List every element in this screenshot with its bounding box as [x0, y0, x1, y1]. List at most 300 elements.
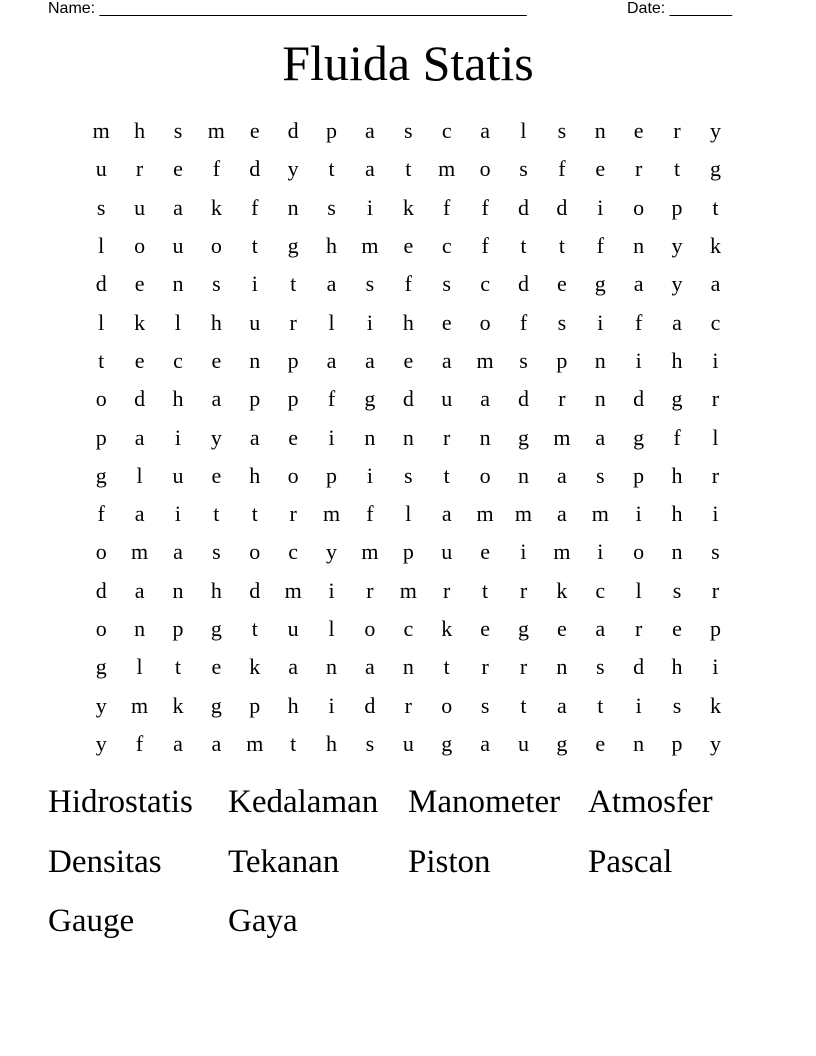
grid-letter: f [212, 156, 221, 182]
grid-letter: c [173, 347, 183, 373]
grid-letter: i [366, 462, 373, 488]
grid-letter: f [366, 501, 374, 527]
grid-letter: d [95, 577, 107, 603]
grid-letter: n [633, 233, 645, 259]
grid-letter: i [712, 654, 719, 680]
page-title: Fluida Statis [282, 35, 534, 91]
grid-letter: l [635, 577, 642, 603]
grid-letter: c [710, 309, 721, 335]
grid-letter: t [405, 156, 412, 182]
grid-letter: h [671, 654, 683, 680]
grid-letter: y [709, 118, 721, 144]
grid-letter: g [633, 424, 645, 450]
grid-letter: p [249, 386, 261, 412]
grid-letter: a [365, 118, 375, 144]
grid-letter: l [520, 118, 527, 144]
word-list-item: Piston [408, 843, 491, 880]
grid-letter: a [173, 539, 183, 565]
grid-letter: r [481, 654, 489, 680]
grid-letter: h [671, 462, 683, 488]
header-fields [48, 0, 748, 19]
grid-letter: i [328, 424, 335, 450]
grid-letter: f [251, 194, 259, 220]
grid-letter: l [405, 501, 412, 527]
grid-letter: s [711, 539, 720, 565]
grid-letter: l [174, 309, 182, 335]
grid-letter: s [212, 539, 221, 565]
grid-letter: c [441, 233, 452, 259]
grid-letter: s [557, 309, 567, 335]
grid-letter: m [399, 577, 417, 603]
grid-letter: a [134, 577, 145, 603]
grid-letter: e [249, 118, 260, 144]
grid-letter: m [207, 118, 225, 144]
grid-letter: d [249, 577, 261, 603]
grid-letter: f [97, 501, 105, 527]
grid-letter: a [557, 462, 567, 488]
grid-letter: g [95, 462, 107, 488]
grid-letter: a [211, 730, 222, 756]
grid-letter: o [95, 616, 107, 641]
grid-letter: p [287, 347, 299, 373]
grid-letter: o [95, 386, 107, 412]
grid-letter: t [251, 616, 258, 641]
grid-letter: e [672, 616, 682, 641]
grid-letter: u [441, 539, 453, 565]
grid-letter: h [326, 233, 338, 259]
grid-letter: n [287, 194, 299, 220]
grid-letter: t [443, 654, 450, 680]
word-list-item: Hidrostatis [48, 784, 193, 820]
grid-letter: a [480, 118, 490, 144]
grid-letter: r [711, 386, 720, 412]
grid-letter: e [134, 271, 145, 297]
grid-letter: y [671, 271, 683, 297]
grid-letter: g [671, 386, 683, 412]
grid-letter: o [287, 462, 299, 488]
grid-letter: a [595, 424, 606, 450]
grid-letter: r [519, 577, 528, 603]
grid-letter: g [517, 424, 529, 450]
grid-letter: p [172, 616, 184, 641]
grid-letter: r [635, 616, 643, 641]
grid-letter: p [709, 616, 721, 641]
grid-letter: o [210, 233, 222, 259]
grid-letter: m [131, 692, 149, 718]
grid-letter: e [480, 616, 490, 641]
grid-letter: a [557, 692, 567, 718]
grid-letter: r [558, 386, 566, 412]
grid-letter: i [520, 539, 527, 565]
grid-letter: s [404, 462, 413, 488]
grid-letter: u [172, 462, 184, 488]
grid-letter: l [136, 462, 143, 488]
grid-letter: o [633, 194, 645, 220]
grid-letter: s [96, 194, 106, 220]
grid-letter: e [403, 233, 414, 259]
grid-letter: a [441, 501, 452, 527]
grid-letter: m [246, 730, 264, 756]
grid-letter: r [711, 462, 720, 488]
grid-letter: i [366, 309, 373, 335]
grid-letter: p [249, 692, 261, 718]
grid-letter: m [438, 156, 456, 182]
grid-letter: e [441, 309, 452, 335]
name-field-label: Name: ________________________________________________ [48, 0, 527, 17]
grid-letter: u [172, 233, 184, 259]
grid-letter: n [594, 347, 606, 373]
word-list-item: Kedalaman [228, 784, 379, 820]
grid-letter: i [635, 501, 642, 527]
grid-letter: t [290, 730, 297, 756]
grid-letter: g [709, 156, 721, 182]
grid-letter: o [479, 156, 491, 182]
grid-letter: g [210, 692, 222, 718]
grid-letter: y [95, 692, 107, 718]
grid-letter: s [595, 654, 605, 680]
grid-letter: m [553, 424, 571, 450]
grid-letter: a [365, 654, 375, 680]
grid-letter: m [476, 347, 494, 373]
grid-letter: n [594, 386, 606, 412]
grid-letter: p [326, 462, 338, 488]
grid-letter: c [288, 539, 299, 565]
grid-letter: i [597, 539, 604, 565]
grid-letter: f [673, 424, 681, 450]
grid-letter: a [288, 654, 299, 680]
grid-letter: a [211, 386, 222, 412]
grid-letter: p [556, 347, 568, 373]
grid-letter: p [671, 194, 683, 220]
grid-letter: e [557, 616, 567, 641]
grid-letter: h [249, 462, 261, 488]
grid-letter: d [517, 271, 529, 297]
grid-letter: m [92, 118, 110, 144]
grid-letter: k [441, 616, 453, 641]
grid-letter: r [519, 654, 528, 680]
grid-letter: i [712, 501, 719, 527]
grid-letter: o [479, 462, 491, 488]
grid-letter: n [134, 616, 146, 641]
grid-letter: d [287, 118, 299, 144]
grid-letter: l [328, 616, 335, 641]
grid-letter: e [595, 730, 606, 756]
grid-letter: d [95, 271, 107, 297]
grid-letter: s [173, 118, 183, 144]
grid-letter: t [443, 462, 450, 488]
grid-letter: s [365, 271, 375, 297]
grid-letter: h [671, 501, 683, 527]
grid-letter: o [364, 616, 376, 641]
grid-letter: u [249, 309, 261, 335]
word-list-item: Gaya [228, 903, 298, 939]
grid-letter: r [635, 156, 643, 182]
grid-letter: i [174, 501, 182, 527]
grid-letter: u [287, 616, 299, 641]
grid-letter: l [98, 309, 105, 335]
grid-letter: y [671, 233, 683, 259]
grid-letter: t [174, 654, 182, 680]
grid-letter: r [443, 577, 451, 603]
grid-letter: a [480, 386, 490, 412]
grid-letter: t [520, 233, 527, 259]
grid-letter: y [210, 424, 222, 450]
grid-letter: t [597, 692, 604, 718]
grid-letter: n [402, 424, 414, 450]
grid-letter: g [287, 233, 299, 259]
grid-letter: k [249, 654, 261, 680]
grid-letter: s [519, 347, 528, 373]
grid-letter: i [712, 347, 719, 373]
grid-letter: c [441, 118, 452, 144]
grid-letter: o [441, 692, 453, 718]
word-list-item: Gauge [48, 903, 135, 939]
grid-letter: l [328, 309, 335, 335]
grid-letter: s [365, 730, 375, 756]
grid-letter: t [251, 233, 258, 259]
grid-letter: y [709, 730, 721, 756]
grid-letter: f [443, 194, 451, 220]
grid-letter: h [134, 118, 146, 144]
grid-letter: a [672, 309, 682, 335]
grid-letter: n [671, 539, 683, 565]
grid-letter: u [517, 730, 529, 756]
grid-letter: t [482, 577, 489, 603]
grid-letter: y [95, 730, 107, 756]
grid-letter: a [134, 501, 145, 527]
word-list-item: Manometer [408, 784, 561, 820]
grid-letter: n [556, 654, 568, 680]
grid-letter: r [404, 692, 412, 718]
grid-letter: i [366, 194, 373, 220]
grid-letter: r [673, 118, 681, 144]
grid-letter: l [136, 654, 143, 680]
grid-letter: m [591, 501, 609, 527]
grid-letter: a [365, 156, 375, 182]
grid-letter: r [711, 577, 720, 603]
grid-letter: e [595, 156, 606, 182]
grid-letter: h [210, 577, 222, 603]
grid-letter: m [514, 501, 533, 527]
grid-letter: m [284, 577, 302, 603]
grid-letter: g [556, 730, 568, 756]
grid-letter: u [441, 386, 453, 412]
grid-letter: m [131, 539, 149, 565]
grid-letter: d [249, 156, 261, 182]
grid-letter: i [597, 309, 604, 335]
grid-letter: a [557, 501, 567, 527]
grid-letter: d [517, 386, 529, 412]
grid-letter: f [481, 194, 489, 220]
grid-letter: a [326, 347, 337, 373]
grid-letter: t [290, 271, 297, 297]
grid-letter: d [633, 654, 645, 680]
grid-letter: h [287, 692, 299, 718]
grid-letter: i [328, 692, 335, 718]
grid-letter: n [172, 577, 184, 603]
grid-letter: e [134, 347, 145, 373]
grid-letter: n [633, 730, 645, 756]
grid-letter: m [361, 233, 379, 259]
grid-letter: o [95, 539, 107, 565]
grid-letter: t [328, 156, 335, 182]
grid-letter: n [326, 654, 338, 680]
grid-letter: h [326, 730, 338, 756]
grid-letter: f [135, 730, 144, 756]
grid-letter: s [442, 271, 451, 297]
grid-letter: i [174, 424, 182, 450]
grid-letter: p [326, 118, 338, 144]
grid-letter: t [712, 194, 719, 220]
grid-letter: h [172, 386, 184, 412]
grid-letter: n [594, 118, 606, 144]
grid-letter: k [709, 692, 721, 718]
grid-letter: a [173, 730, 183, 756]
grid-letter: t [520, 692, 527, 718]
grid-letter: o [633, 539, 645, 565]
grid-letter: r [366, 577, 374, 603]
grid-letter: k [210, 194, 222, 220]
grid-letter: o [249, 539, 261, 565]
grid-letter: g [441, 730, 453, 756]
grid-letter: n [517, 462, 529, 488]
grid-letter: f [558, 156, 566, 182]
grid-letter: r [135, 156, 144, 182]
grid-letter: n [249, 347, 261, 373]
grid-letter: s [327, 194, 336, 220]
grid-letter: u [95, 156, 107, 182]
grid-letter: i [635, 692, 642, 718]
grid-letter: f [519, 309, 528, 335]
grid-letter: f [635, 309, 643, 335]
grid-letter: g [95, 654, 107, 680]
grid-letter: r [443, 424, 451, 450]
grid-letter: k [172, 692, 184, 718]
grid-letter: i [597, 194, 604, 220]
grid-letter: t [213, 501, 220, 527]
grid-letter: y [326, 539, 338, 565]
word-search-grid [82, 112, 735, 763]
grid-letter: l [712, 424, 719, 450]
grid-letter: g [517, 616, 529, 641]
grid-letter: t [251, 501, 258, 527]
grid-letter: d [517, 194, 529, 220]
grid-letter: i [328, 577, 335, 603]
grid-letter: a [633, 271, 644, 297]
grid-letter: i [635, 347, 642, 373]
grid-letter: y [287, 156, 299, 182]
grid-letter: d [633, 386, 645, 412]
grid-letter: e [211, 347, 222, 373]
grid-letter: d [402, 386, 414, 412]
grid-letter: f [596, 233, 604, 259]
grid-letter: p [95, 424, 107, 450]
grid-letter: s [480, 692, 490, 718]
grid-letter: f [481, 233, 489, 259]
grid-letter: e [633, 118, 644, 144]
grid-letter: d [556, 194, 568, 220]
grid-letter: h [210, 309, 222, 335]
grid-letter: u [402, 730, 414, 756]
grid-letter: t [673, 156, 681, 182]
grid-letter: l [98, 233, 105, 259]
grid-letter: m [361, 539, 379, 565]
grid-letter: e [480, 539, 490, 565]
grid-letter: e [288, 424, 299, 450]
grid-letter: g [364, 386, 376, 412]
word-list-item: Pascal [588, 843, 673, 880]
grid-letter: g [594, 271, 606, 297]
grid-letter: s [672, 692, 682, 718]
grid-letter: t [98, 347, 105, 373]
grid-letter: p [402, 539, 414, 565]
grid-letter: e [211, 462, 222, 488]
grid-letter: g [210, 616, 222, 641]
grid-letter: n [364, 424, 376, 450]
grid-letter: a [249, 424, 260, 450]
grid-letter: k [709, 233, 721, 259]
grid-letter: h [402, 309, 414, 335]
grid-letter: d [364, 692, 376, 718]
grid-letter: e [557, 271, 567, 297]
grid-letter: k [556, 577, 568, 603]
grid-letter: o [479, 309, 491, 335]
word-list-item: Atmosfer [588, 784, 713, 820]
grid-letter: i [251, 271, 258, 297]
grid-letter: p [633, 462, 645, 488]
grid-letter: k [134, 309, 146, 335]
grid-letter: r [289, 309, 297, 335]
grid-letter: d [134, 386, 146, 412]
grid-letter: a [595, 616, 606, 641]
grid-letter: e [173, 156, 183, 182]
grid-letter: m [322, 501, 341, 527]
grid-letter: s [212, 271, 221, 297]
grid-letter: f [404, 271, 412, 297]
grid-letter: s [672, 577, 682, 603]
grid-letter: c [595, 577, 606, 603]
word-list-item: Tekanan [228, 843, 340, 880]
grid-letter: a [480, 730, 490, 756]
grid-letter: c [480, 271, 490, 297]
grid-letter: p [671, 730, 683, 756]
grid-letter: s [595, 462, 605, 488]
grid-letter: s [519, 156, 528, 182]
grid-letter: a [365, 347, 375, 373]
grid-letter: s [557, 118, 567, 144]
grid-letter: a [326, 271, 337, 297]
grid-letter: u [134, 194, 146, 220]
word-list-item: Densitas [48, 843, 162, 880]
grid-letter: a [173, 194, 183, 220]
grid-letter: o [134, 233, 146, 259]
grid-letter: p [287, 386, 299, 412]
grid-letter: a [134, 424, 145, 450]
grid-letter: s [404, 118, 413, 144]
grid-letter: m [476, 501, 494, 527]
grid-letter: n [172, 271, 184, 297]
date-field-label: Date: _______ [627, 0, 732, 17]
grid-letter: e [403, 347, 414, 373]
grid-letter: f [327, 386, 336, 412]
grid-letter: h [671, 347, 683, 373]
grid-letter: a [710, 271, 721, 297]
word-list [48, 773, 768, 952]
grid-letter: t [558, 233, 565, 259]
grid-letter: r [289, 501, 297, 527]
grid-letter: n [479, 424, 491, 450]
grid-letter: m [553, 539, 571, 565]
